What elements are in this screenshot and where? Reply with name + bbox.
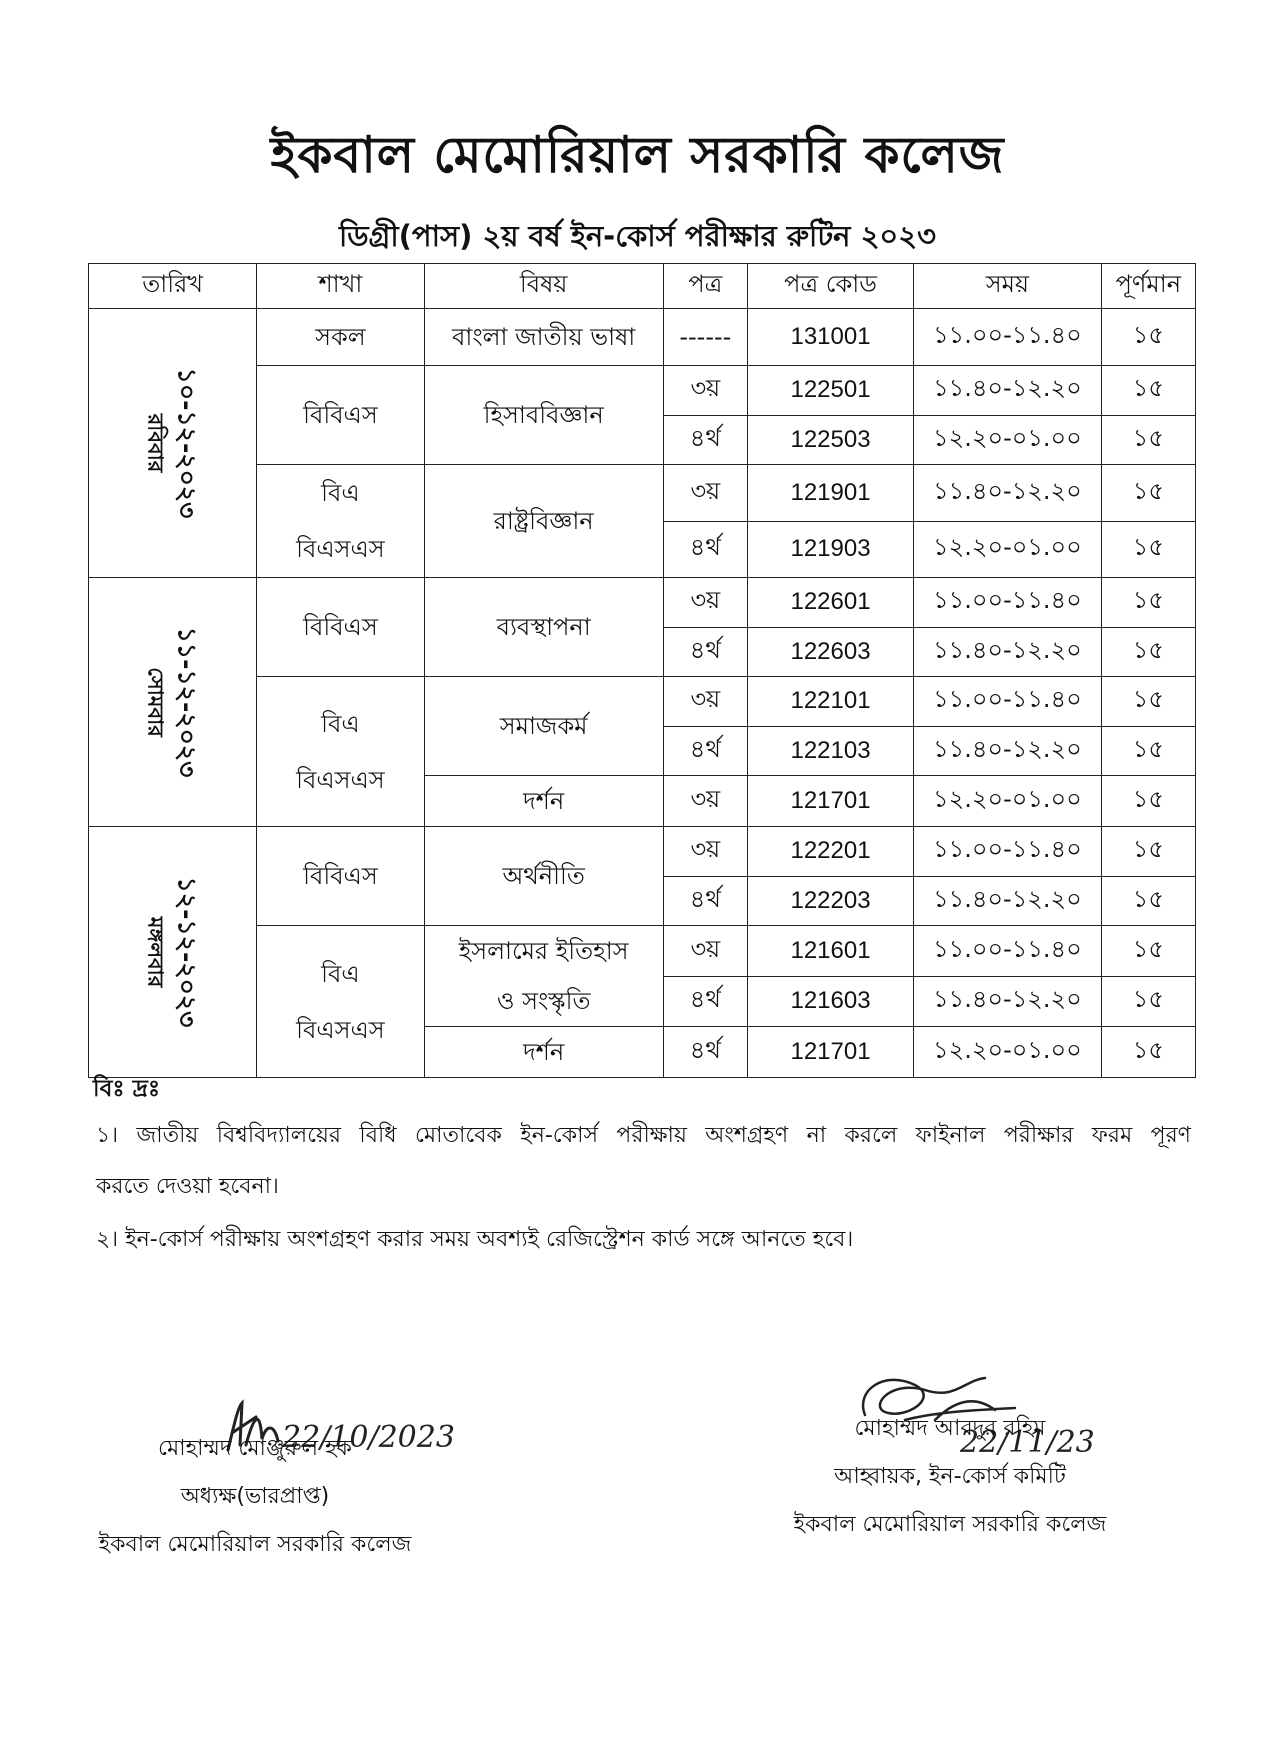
paper-cell: ৪র্থ bbox=[663, 876, 747, 926]
branch-cell bbox=[257, 677, 424, 827]
full-marks-cell: ১৫ bbox=[1101, 876, 1195, 926]
principal-designation: অধ্যক্ষ(ভারপ্রাপ্ত) bbox=[180, 1484, 330, 1509]
principal-signature-date: 22/10/2023 bbox=[282, 1420, 455, 1455]
subject-cell bbox=[424, 578, 663, 677]
branch-cell bbox=[257, 926, 424, 1078]
subject-name: ব্যবস্থাপনা bbox=[496, 613, 591, 641]
header-paper: পত্র bbox=[663, 264, 747, 309]
convener-signature-block bbox=[760, 1405, 1140, 1549]
paper-code-cell: 122501 bbox=[747, 366, 913, 416]
time-cell: ১১.০০-১১.৪০ bbox=[914, 578, 1102, 628]
table-body bbox=[89, 309, 1196, 1078]
subject-name: রাষ্ট্রবিজ্ঞান bbox=[493, 507, 594, 535]
time-cell: ১১.৪০-১২.২০ bbox=[914, 366, 1102, 416]
full-marks-cell: ১৫ bbox=[1101, 465, 1195, 522]
paper-code-cell: 121601 bbox=[747, 926, 913, 977]
subject-cell bbox=[424, 465, 663, 578]
paper-cell: ৩য় bbox=[663, 366, 747, 416]
time-cell: ১১.০০-১১.৪০ bbox=[914, 677, 1102, 727]
paper-cell: ------ bbox=[663, 309, 747, 366]
subject-cell bbox=[424, 827, 663, 926]
header-time: সময় bbox=[914, 264, 1102, 309]
paper-code-cell: 121603 bbox=[747, 976, 913, 1027]
branch-name: বিবিএস bbox=[303, 401, 378, 429]
paper-cell: ৪র্থ bbox=[663, 415, 747, 465]
branch-name: বিবিএস bbox=[303, 613, 378, 641]
paper-cell: ৩য় bbox=[663, 776, 747, 827]
paper-code-cell: 122601 bbox=[747, 578, 913, 628]
full-marks-cell: ১৫ bbox=[1101, 827, 1195, 877]
branch-name: বিএসএস bbox=[296, 765, 385, 794]
full-marks-cell: ১৫ bbox=[1101, 726, 1195, 776]
full-marks-cell: ১৫ bbox=[1101, 1027, 1195, 1078]
date-cell bbox=[89, 578, 257, 827]
paper-cell: ৪র্থ bbox=[663, 976, 747, 1027]
time-cell: ১২.২০-০১.০০ bbox=[914, 415, 1102, 465]
full-marks-cell: ১৫ bbox=[1101, 309, 1195, 366]
note-2: ২। ইন-কোর্স পরীক্ষায় অংশগ্রহণ করার সময় অবশ্যই রেজিস্ট্রেশন কার্ড সঙ্গে আনতে হবে। bbox=[96, 1227, 854, 1252]
header-paper-code: পত্র কোড bbox=[747, 264, 913, 309]
paper-cell: ৩য় bbox=[663, 465, 747, 522]
table-row bbox=[89, 309, 1196, 366]
exam-day: রবিবার bbox=[143, 413, 168, 473]
table-header-row bbox=[89, 264, 1196, 309]
notes-label: বিঃ দ্রঃ bbox=[93, 1076, 161, 1102]
time-cell: ১২.২০-০১.০০ bbox=[914, 1027, 1102, 1078]
time-cell: ১১.৪০-১২.২০ bbox=[914, 627, 1102, 677]
branch-cell bbox=[257, 366, 424, 465]
paper-code-cell: 122203 bbox=[747, 876, 913, 926]
subject-cell bbox=[424, 366, 663, 465]
branch-name: সকল bbox=[315, 323, 366, 351]
date-cell bbox=[89, 827, 257, 1078]
convener-institution: ইকবাল মেমোরিয়াল সরকারি কলেজ bbox=[793, 1512, 1107, 1537]
paper-code-cell: 122103 bbox=[747, 726, 913, 776]
exam-day: সোমবার bbox=[143, 667, 168, 737]
notes-section bbox=[93, 1070, 1193, 1252]
paper-cell: ৩য় bbox=[663, 926, 747, 977]
date-label bbox=[142, 877, 204, 1028]
branch-cell bbox=[257, 465, 424, 578]
paper-code-cell: 122603 bbox=[747, 627, 913, 677]
time-cell: ১২.২০-০১.০০ bbox=[914, 521, 1102, 578]
time-cell: ১১.০০-১১.৪০ bbox=[914, 926, 1102, 977]
date-label bbox=[142, 627, 204, 778]
time-cell: ১১.৪০-১২.২০ bbox=[914, 876, 1102, 926]
header-full-marks: পূর্ণমান bbox=[1101, 264, 1195, 309]
time-cell: ১১.৪০-১২.২০ bbox=[914, 976, 1102, 1027]
full-marks-cell: ১৫ bbox=[1101, 415, 1195, 465]
exam-day: মঙ্গলবার bbox=[143, 916, 168, 988]
subject-name: অর্থনীতি bbox=[502, 862, 585, 890]
header-subject: বিষয় bbox=[424, 264, 663, 309]
full-marks-cell: ১৫ bbox=[1101, 627, 1195, 677]
note-1-line-1: ১। জাতীয় বিশ্ববিদ্যালয়ের বিধি মোতাবেক ইন-কোর্স পরীক্ষায় অংশগ্রহণ না করলে ফাইনাল পরীক্ষার ফরম পূরণ bbox=[96, 1123, 1191, 1148]
subject-name: দর্শন bbox=[523, 787, 565, 815]
principal-signature-block bbox=[70, 1425, 440, 1569]
full-marks-cell: ১৫ bbox=[1101, 776, 1195, 827]
paper-cell: ৩য় bbox=[663, 578, 747, 628]
date-cell bbox=[89, 309, 257, 578]
subject-cell bbox=[424, 309, 663, 366]
branch-cell bbox=[257, 578, 424, 677]
full-marks-cell: ১৫ bbox=[1101, 976, 1195, 1027]
time-cell: ১১.০০-১১.৪০ bbox=[914, 827, 1102, 877]
paper-cell: ৩য় bbox=[663, 677, 747, 727]
branch-name: বিএ bbox=[321, 479, 360, 507]
subject-name: হিসাববিজ্ঞান bbox=[483, 401, 604, 429]
principal-institution: ইকবাল মেমোরিয়াল সরকারি কলেজ bbox=[98, 1532, 412, 1557]
routine-title: ডিগ্রী(পাস) ২য় বর্ষ ইন-কোর্স পরীক্ষার রুটিন ২০২৩ bbox=[339, 219, 936, 253]
header-branch: শাখা bbox=[257, 264, 424, 309]
principal-name: মোহাম্মদ মোঞ্জুরুল হক bbox=[158, 1436, 352, 1461]
full-marks-cell: ১৫ bbox=[1101, 926, 1195, 977]
paper-cell: ৪র্থ bbox=[663, 1027, 747, 1078]
subject-cell bbox=[424, 776, 663, 827]
branch-name: বিএ bbox=[321, 959, 360, 988]
paper-code-cell: 121901 bbox=[747, 465, 913, 522]
time-cell: ১১.৪০-১২.২০ bbox=[914, 726, 1102, 776]
paper-cell: ৪র্থ bbox=[663, 521, 747, 578]
subject-name: ও সংস্কৃতি bbox=[496, 987, 591, 1015]
convener-signature-date: 22/11/23 bbox=[960, 1425, 1095, 1460]
exam-routine-table bbox=[88, 263, 1196, 1078]
branch-name: বিএ bbox=[321, 709, 360, 738]
subject-name: ইসলামের ইতিহাস bbox=[458, 937, 629, 965]
exam-date: ১০-১২-২০২৩ bbox=[172, 367, 202, 519]
full-marks-cell: ১৫ bbox=[1101, 521, 1195, 578]
convener-name: মোহাম্মদ আবদুর রহিম bbox=[854, 1416, 1046, 1441]
convener-designation: আহ্বায়ক, ইন-কোর্স কমিটি bbox=[834, 1464, 1066, 1489]
paper-code-cell: 122201 bbox=[747, 827, 913, 877]
table-row bbox=[89, 578, 1196, 628]
time-cell: ১২.২০-০১.০০ bbox=[914, 776, 1102, 827]
subject-name: সমাজকর্ম bbox=[499, 712, 588, 740]
date-label bbox=[142, 368, 204, 519]
paper-code-cell: 122101 bbox=[747, 677, 913, 727]
branch-name: বিবিএস bbox=[303, 862, 378, 890]
paper-code-cell: 121903 bbox=[747, 521, 913, 578]
subject-cell bbox=[424, 677, 663, 776]
paper-cell: ৩য় bbox=[663, 827, 747, 877]
subject-cell bbox=[424, 926, 663, 1027]
header-date: তারিখ bbox=[89, 264, 257, 309]
paper-cell: ৪র্থ bbox=[663, 726, 747, 776]
table-row bbox=[89, 827, 1196, 877]
note-1-line-2: করতে দেওয়া হবেনা। bbox=[96, 1174, 279, 1199]
branch-name: বিএসএস bbox=[296, 535, 385, 563]
paper-code-cell: 121701 bbox=[747, 1027, 913, 1078]
exam-date: ১১-১২-২০২৩ bbox=[172, 626, 202, 778]
college-name: ইকবাল মেমোরিয়াল সরকারি কলেজ bbox=[270, 126, 1005, 184]
time-cell: ১১.০০-১১.৪০ bbox=[914, 309, 1102, 366]
time-cell: ১১.৪০-১২.২০ bbox=[914, 465, 1102, 522]
exam-date: ১২-১২-২০২৩ bbox=[172, 876, 202, 1028]
full-marks-cell: ১৫ bbox=[1101, 578, 1195, 628]
paper-code-cell: 121701 bbox=[747, 776, 913, 827]
paper-code-cell: 122503 bbox=[747, 415, 913, 465]
paper-code-cell: 131001 bbox=[747, 309, 913, 366]
branch-name: বিএসএস bbox=[296, 1015, 385, 1044]
branch-cell bbox=[257, 309, 424, 366]
subject-name: বাংলা জাতীয় ভাষা bbox=[452, 323, 636, 351]
subject-name: দর্শন bbox=[523, 1038, 565, 1066]
paper-cell: ৪র্থ bbox=[663, 627, 747, 677]
branch-cell bbox=[257, 827, 424, 926]
full-marks-cell: ১৫ bbox=[1101, 677, 1195, 727]
full-marks-cell: ১৫ bbox=[1101, 366, 1195, 416]
